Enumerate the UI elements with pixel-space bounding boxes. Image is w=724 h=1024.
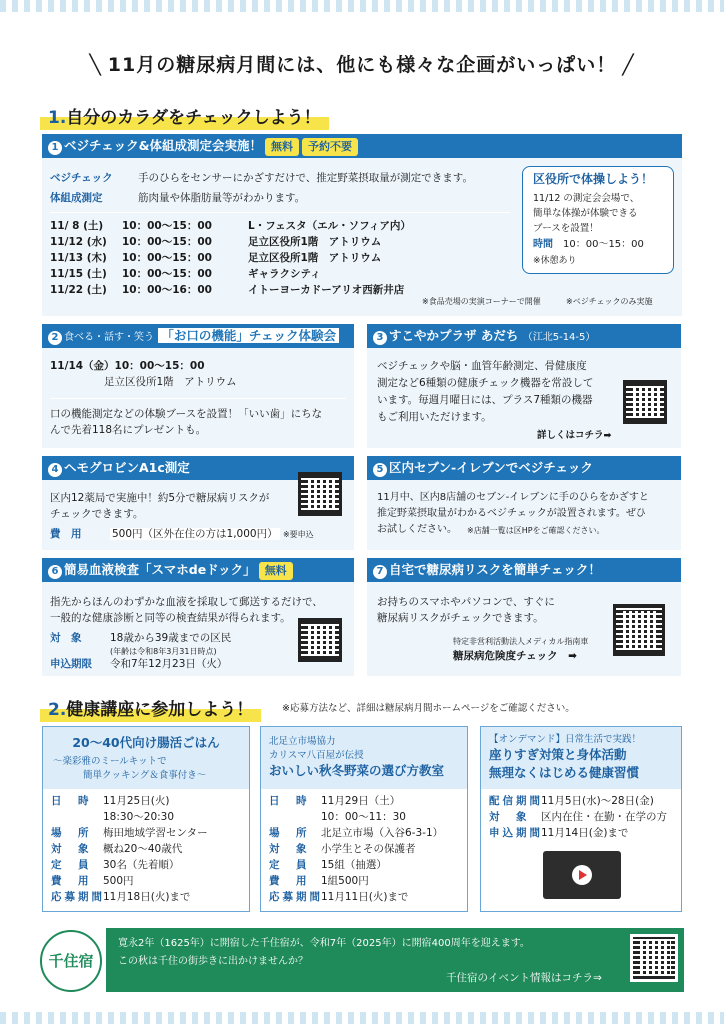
- qr-code[interactable]: [623, 380, 667, 424]
- lecture-detail-row: 18:30～20:30: [103, 811, 175, 823]
- lecture-detail-row: 費 用 1組500円: [269, 875, 369, 887]
- schedule-row: 11/ 8 (土) 10：00～15：00 L・フェスタ（エル・ソフィア内）: [50, 220, 411, 232]
- lecture-card-2: 北足立市場協力 カリスマ八百屋が伝授 おいしい秋冬野菜の選び方教室 日 時 11月29日（土） 10：00～11：30 場 所 北足立市場（入谷6-3-1） 対 象 小学生とその保護者 定 員 15組（抽選） 費 用 1組500円 応募期間11月11日(火)まで: [260, 726, 468, 912]
- oral-function-card: 2 食べる・話す・笑う 「お口の機能」チェック体験会 11/14（金）10：00～15：00 足立区役所1階 アトリウム 口の機能測定などの体験ブースを設置！「いい歯」にちな んで先着118名にプレゼントも。: [42, 324, 354, 448]
- lecture-detail-row: 日 時 11月29日（土）: [269, 795, 401, 807]
- blood-test-card: 6 簡易血液検査「スマホdeドック」 無料 指先からほんのわずかな血液を採取して郵送するだけで、 一般的な健康診断と同等の検査結果が得られます。 対 象 18歳から39歳までの区民 (年齢は令和8年3月31日時点) 申込期限 令和7年12月23日（火）: [42, 558, 354, 676]
- sukoyaka-plaza-card: 3 すこやかプラザ あだち （江北5-14-5） ベジチェックや脳・血管年齢測定、骨健康度 測定など6種類の健康チェック機器を常設して います。毎週月曜日には、プラス7種類の機器 もご利用いただけます。 詳しくはコチラ➡: [367, 324, 681, 448]
- lecture-card-3: 【オンデマンド】日常生活で実践！ 座りすぎ対策と身体活動 無理なくはじめる健康習慣 配信期間11月5日(水)～28日(金) 対 象 区内在住・在勤・在学の方 申込期間11月14日(金)まで: [480, 726, 682, 912]
- vegecheck-card: 1 ベジチェック&体組成測定会実施！ 無料 予約不要 ベジチェック 手のひらをセンサーにかざすだけで、推定野菜摂取量が測定できます。 体組成測定 筋肉量や体脂肪量等がわかります。 11/ 8 (土) 10：00～15：00 L・フェスタ（エル・ソフィア内） 11/12 (水) 10：00～15：00 足立区役所1階 アトリウム 11/13 (木) 10：00～15：00 足立区役所1階 アトリウム 11/15 (土) 10：00～15：00 ギャラクシティ 11/22 (土) 10：00～16：00 イトーヨーカドーアリオ西新井店 ※食品売場の実演コーナーで開催 ※ベジチェックのみ実施: [42, 134, 682, 316]
- section-2-note: ※応募方法など、詳細は糖尿病月間ホームページをご確認ください。: [282, 703, 575, 714]
- qr-code[interactable]: [298, 472, 342, 516]
- home-risk-check-card: 7 自宅で糖尿病リスクを簡単チェック！ お持ちのスマホやパソコンで、すぐに 糖尿病リスクがチェックできます。 特定非営利活動法人メディカル指南車 糖尿病危険度チェック ➡: [367, 558, 681, 676]
- qr-code[interactable]: [298, 618, 342, 662]
- lecture-detail-row: 場 所 北足立市場（入谷6-3-1）: [269, 827, 444, 839]
- details-link[interactable]: 詳しくはコチラ➡: [537, 430, 612, 441]
- hba1c-card: 4 ヘモグロビンA1c測定 区内12薬局で実施中！約5分で糖尿病リスクが チェックできます。 費 用 500円（区外在住の方は1,000円） ※要申込: [42, 456, 354, 550]
- lecture-detail-row: 定 員 15組（抽選）: [269, 859, 387, 871]
- event-info-link[interactable]: 千住宿のイベント情報はコチラ⇒: [446, 972, 602, 984]
- schedule-row: 11/13 (木) 10：00～15：00 足立区役所1階 アトリウム: [50, 252, 382, 264]
- schedule-row: 11/22 (土) 10：00～16：00 イトーヨーカドーアリオ西新井店: [50, 284, 405, 296]
- lecture-detail-row: 対 象 区内在住・在勤・在学の方: [489, 811, 667, 823]
- callout-exercise: 区役所で体操しよう！ 11/12 の測定会会場で、 簡単な体操が体験できる ブースを設置！ 時間 10：00～15：00 ※休憩あり: [522, 166, 674, 274]
- section-1-heading: 1.自分のカラダをチェックしよう！: [40, 103, 329, 128]
- lecture-detail-row: 場 所 梅田地域学習センター: [51, 827, 208, 839]
- lecture-detail-row: 対 象 概ね20～40歳代: [51, 843, 183, 855]
- risk-check-link[interactable]: 糖尿病危険度チェック ➡: [453, 650, 577, 662]
- lecture-detail-row: 応募期間11月18日(火)まで: [51, 891, 191, 903]
- lecture-detail-row: 対 象 小学生とその保護者: [269, 843, 416, 855]
- schedule-row: 11/15 (土) 10：00～15：00 ギャラクシティ: [50, 268, 321, 280]
- senjuku-logo: 千住宿: [40, 930, 102, 992]
- video-thumbnail[interactable]: [543, 851, 621, 899]
- lecture-detail-row: 配信期間11月5日(水)～28日(金): [489, 795, 654, 807]
- lecture-detail-row: 費 用 500円: [51, 875, 134, 887]
- lecture-detail-row: 定 員 30名（先着順）: [51, 859, 180, 871]
- seven-eleven-card: 5 区内セブン-イレブンでベジチェック 11月中、区内8店舗のセブン-イレブンに手のひらをかざすと 推定野菜摂取量がわかるベジチェックが設置されます。ぜひ お試しください。 ※店舗一覧は区HPをご確認ください。: [367, 456, 681, 550]
- lecture-card-1: 20～40代向け腸活ごはん ～楽彩雅のミールキットで 簡単クッキング＆食事付き～ 日 時 11月25日(火) 18:30～20:30 場 所 梅田地域学習センター 対 象 概ね20～40歳代 定 員 30名（先着順） 費 用 500円 応募期間11月18日(火)まで: [42, 726, 250, 912]
- qr-code[interactable]: [613, 604, 665, 656]
- lecture-detail-row: 10：00～11：30: [321, 811, 406, 823]
- lecture-detail-row: 申込期間11月14日(金)まで: [489, 827, 629, 839]
- schedule-row: 11/12 (水) 10：00～15：00 足立区役所1階 アトリウム: [50, 236, 382, 248]
- page-title: ╲ 11月の糖尿病月間には、他にも様々な企画がいっぱい！ ╱: [89, 54, 635, 76]
- qr-code[interactable]: [630, 934, 678, 982]
- footer-banner: 寛永2年（1625年）に開宿した千住宿が、令和7年（2025年）に開宿400周年を迎えます。 この秋は千住の街歩きに出かけませんか？ 千住宿のイベント情報はコチラ⇒: [106, 928, 684, 992]
- bottom-border: [0, 1012, 724, 1024]
- play-icon[interactable]: [572, 865, 592, 885]
- section-2-heading: 2.健康講座に参加しよう！: [40, 695, 261, 720]
- lecture-detail-row: 応募期間11月11日(火)まで: [269, 891, 409, 903]
- top-border: [0, 0, 724, 12]
- lecture-detail-row: 日 時 11月25日(火): [51, 795, 170, 807]
